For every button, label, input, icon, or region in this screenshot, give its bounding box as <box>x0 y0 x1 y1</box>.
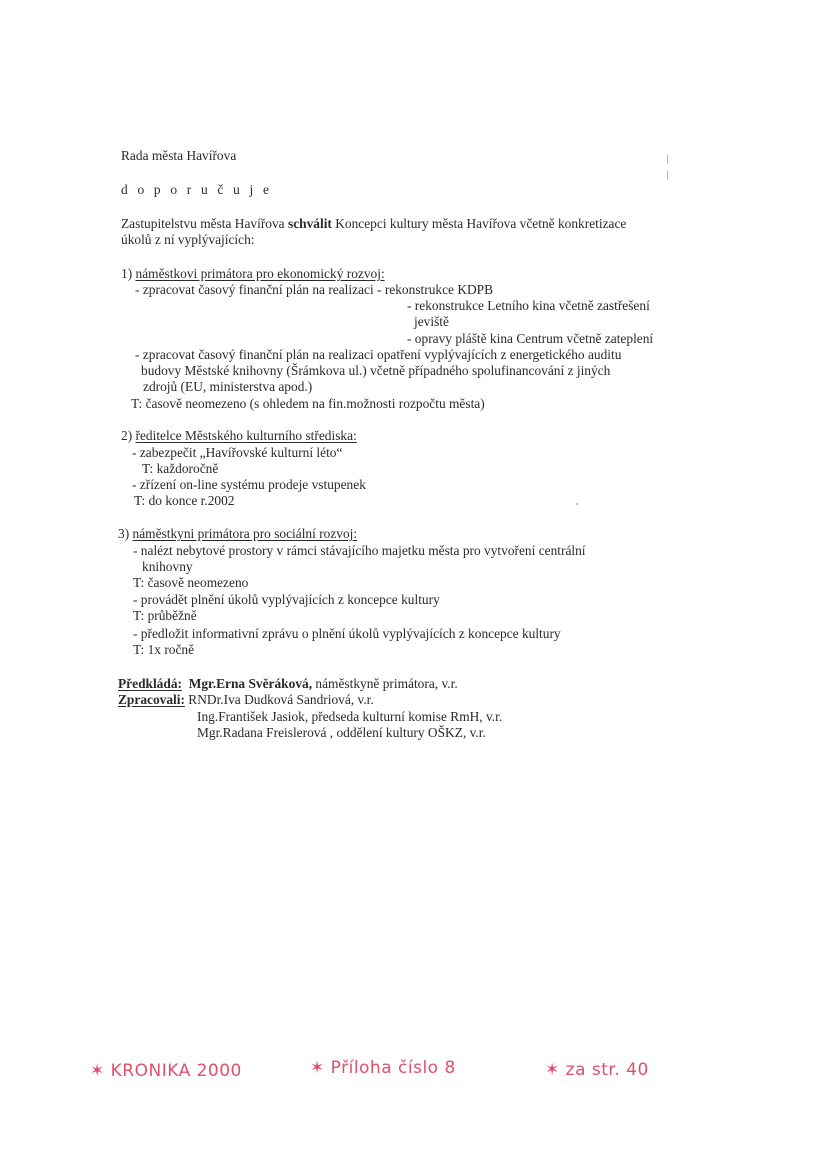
section2-number: 2) <box>121 428 136 443</box>
section2-line-2: - zřízení on-line systému prodeje vstupenek <box>132 477 366 492</box>
intro-text-rest: Koncepci kultury města Havířova včetně konkretizace <box>331 216 627 231</box>
section2-term-2: T: do konce r.2002 <box>134 493 235 508</box>
handwritten-page-ref: ✶ za str. 40 <box>545 1060 649 1080</box>
section3-heading <box>118 526 357 542</box>
council-heading: Rada města Havířova <box>121 148 237 163</box>
section2-heading <box>121 428 357 444</box>
section2-term-1: T: každoročně <box>142 461 219 476</box>
section3-line-1: - nalézt nebytové prostory v rámci stávajícího majetku města pro vytvoření centrální <box>133 543 586 558</box>
intro-line-2: úkolů z ní vyplývajících: <box>121 232 255 247</box>
section1-line-4: - opravy pláště kina Centrum včetně zateplení <box>407 331 654 346</box>
submitted-name: Mgr.Erna Svěráková, <box>188 676 313 691</box>
section2-line-1: - zabezpečit „Havířovské kulturní léto“ <box>132 445 343 460</box>
intro-text: Zastupitelstvu města Havířova <box>121 216 288 231</box>
section1-line-6: budovy Městské knihovny (Šrámkova ul.) včetně případného spolufinancování z jiných <box>141 363 611 378</box>
intro-bold: schválit <box>287 216 332 231</box>
section3-term-3: T: 1x ročně <box>133 642 195 657</box>
submitted-role: náměstkyně primátora, v.r. <box>312 676 458 691</box>
section1-term: T: časově neomezeno (s ohledem na fin.možnosti rozpočtu města) <box>131 396 485 411</box>
intro-line-1 <box>121 216 626 232</box>
scan-mark <box>667 170 668 180</box>
section1-number: 1) <box>121 266 136 281</box>
section1-line-2: - rekonstrukce Letního kina včetně zastřešení <box>407 298 650 313</box>
submitted-by <box>118 676 458 692</box>
section3-number: 3) <box>118 526 133 541</box>
submitted-label: Předkládá: <box>118 676 182 691</box>
prepared-by <box>118 692 374 708</box>
handwritten-chronicle: ✶ KRONIKA 2000 <box>90 1061 242 1081</box>
section1-heading <box>121 266 385 282</box>
section1-line-3: jeviště <box>414 314 449 329</box>
recommends-line: d o p o r u č u j e <box>121 182 273 197</box>
section1-line-7: zdrojů (EU, ministerstva apod.) <box>143 379 313 394</box>
section1-line-5: - zpracovat časový finanční plán na realizaci opatření vyplývajících z energetického auditu <box>135 347 622 362</box>
section3-title: náměstkyni primátora pro sociální rozvoj: <box>132 526 358 541</box>
prepared-person-3: Mgr.Radana Freislerová , oddělení kultury OŠKZ, v.r. <box>197 725 486 740</box>
section1-line-1: - zpracovat časový finanční plán na realizaci - rekonstrukce KDPB <box>135 282 494 297</box>
prepared-person-2: Ing.František Jasiok, předseda kulturní komise RmH, v.r. <box>197 709 503 724</box>
section3-line-3: - provádět plnění úkolů vyplývajících z koncepce kultury <box>133 592 440 607</box>
prepared-label: Zpracovali: <box>118 692 185 707</box>
section1-title: náměstkovi primátora pro ekonomický rozvoj: <box>135 266 385 281</box>
scan-mark <box>576 503 578 505</box>
section3-line-2: knihovny <box>142 559 193 574</box>
prepared-person-1: RNDr.Iva Dudková Sandriová, v.r. <box>184 692 374 707</box>
scan-mark <box>667 154 668 164</box>
section3-term-2: T: průběžně <box>133 608 197 623</box>
section3-line-4: - předložit informativní zprávu o plnění úkolů vyplývajících z koncepce kultury <box>133 626 561 641</box>
handwritten-appendix: ✶ Příloha číslo 8 <box>310 1058 456 1078</box>
section2-title: ředitelce Městského kulturního střediska: <box>135 428 357 443</box>
section3-term-1: T: časově neomezeno <box>133 575 249 590</box>
